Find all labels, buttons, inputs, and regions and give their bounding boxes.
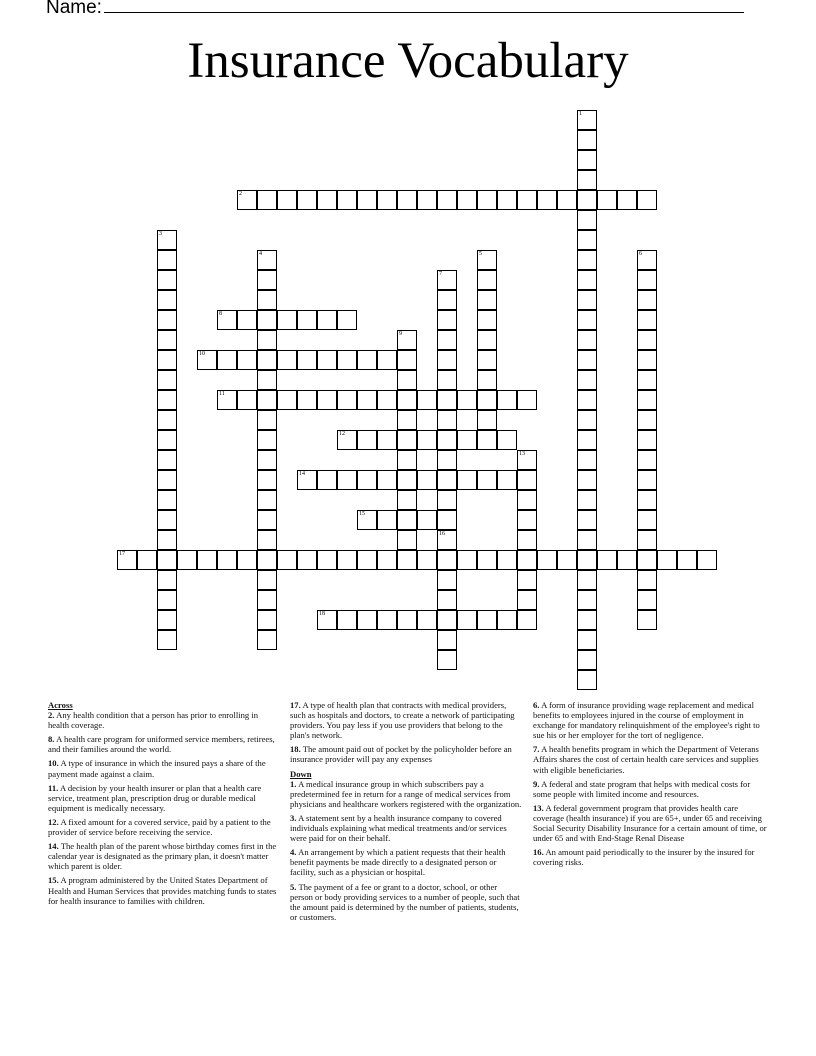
clue-number: 18 (319, 611, 325, 617)
crossword-cell[interactable] (257, 390, 277, 410)
clue-number: 10 (199, 351, 205, 357)
clue-number: 12 (339, 431, 345, 437)
crossword-cell[interactable] (577, 390, 597, 410)
clue-down-4: 4. An arrangement by which a patient requests that their health benefit payments be made directly to a designated person or facility, such as a physician or hospital. (290, 847, 506, 878)
crossword-cell[interactable] (477, 290, 497, 310)
crossword-cell[interactable] (457, 470, 477, 490)
clue-down-7: 7. A health benefits program in which the Department of Veterans Affairs shares the cost of certain health care services and supplies with eligible beneficiaries. (533, 744, 759, 775)
crossword-cell[interactable] (577, 110, 597, 130)
crossword-cell[interactable] (317, 470, 337, 490)
crossword-cell[interactable] (277, 310, 297, 330)
crossword-cell[interactable] (637, 550, 657, 570)
clue-number: 7 (439, 271, 442, 277)
crossword-cell[interactable] (217, 350, 237, 370)
crossword-cell[interactable] (237, 550, 257, 570)
crossword-cell[interactable] (337, 430, 357, 450)
crossword-cell[interactable] (397, 430, 417, 450)
clue-across-10: 10. A type of insurance in which the insured pays a share of the payment made against a claim. (48, 758, 266, 779)
crossword-cell[interactable] (577, 430, 597, 450)
down-heading: Down (290, 768, 312, 779)
crossword-cell[interactable] (697, 550, 717, 570)
crossword-cell[interactable] (357, 610, 377, 630)
crossword-cell[interactable] (517, 530, 537, 550)
page-title: Insurance Vocabulary (187, 33, 629, 89)
crossword-cell[interactable] (477, 470, 497, 490)
clue-across-11: 11. A decision by your health insurer or plan that a health care service, treatment plan, prescription drug or durable medical equipment is medically necessary. (48, 782, 262, 813)
crossword-cell[interactable] (457, 390, 477, 410)
name-blank-line[interactable] (104, 0, 744, 13)
crossword-cell[interactable] (157, 530, 177, 550)
clue-number: 13 (519, 451, 525, 457)
crossword-cell[interactable] (477, 610, 497, 630)
crossword-cell[interactable] (637, 510, 657, 530)
crossword-cell[interactable] (337, 610, 357, 630)
name-label: Name: (46, 0, 102, 18)
clue-number: 6 (639, 251, 642, 257)
crossword-cell[interactable] (257, 410, 277, 430)
crossword-cell[interactable] (437, 270, 457, 290)
crossword-cell[interactable] (397, 410, 417, 430)
clue-across-18: 18. The amount paid out of pocket by the policyholder before an insurance provider will pay any expenses (290, 744, 512, 765)
crossword-cell[interactable] (437, 350, 457, 370)
crossword-cell[interactable] (257, 450, 277, 470)
crossword-cell[interactable] (577, 370, 597, 390)
crossword-cell[interactable] (137, 550, 157, 570)
crossword-cell[interactable] (637, 350, 657, 370)
crossword-cell[interactable] (317, 350, 337, 370)
crossword-cell[interactable] (437, 530, 457, 550)
clue-down-1: 1. A medical insurance group in which subscribers pay a predetermined fee in return for a range of medical services from physicians and healthcare workers registered with the organization. (290, 778, 522, 809)
crossword-cell[interactable] (277, 190, 297, 210)
crossword-cell[interactable] (637, 530, 657, 550)
crossword-cell[interactable] (397, 350, 417, 370)
crossword-cell[interactable] (297, 190, 317, 210)
crossword-cell[interactable] (257, 570, 277, 590)
crossword-cell[interactable] (577, 450, 597, 470)
crossword-cell[interactable] (437, 570, 457, 590)
crossword-cell[interactable] (637, 250, 657, 270)
crossword-cell[interactable] (317, 190, 337, 210)
crossword-cell[interactable] (577, 190, 597, 210)
crossword-cell[interactable] (637, 450, 657, 470)
crossword-cell[interactable] (517, 490, 537, 510)
clues-column-2 (290, 700, 522, 926)
crossword-cell[interactable] (437, 190, 457, 210)
crossword-cell[interactable] (517, 470, 537, 490)
crossword-cell[interactable] (457, 190, 477, 210)
crossword-cell[interactable] (437, 390, 457, 410)
crossword-cell[interactable] (157, 310, 177, 330)
crossword-cell[interactable] (437, 310, 457, 330)
crossword-cell[interactable] (437, 370, 457, 390)
crossword-cell[interactable] (437, 630, 457, 650)
crossword-cell[interactable] (477, 430, 497, 450)
crossword-cell[interactable] (157, 490, 177, 510)
crossword-cell[interactable] (497, 430, 517, 450)
crossword-cell[interactable] (257, 490, 277, 510)
crossword-cell[interactable] (157, 330, 177, 350)
crossword-cell[interactable] (157, 250, 177, 270)
crossword-cell[interactable] (357, 550, 377, 570)
crossword-cell[interactable] (237, 190, 257, 210)
clue-number: 4 (259, 251, 262, 257)
crossword-cell[interactable] (437, 330, 457, 350)
crossword-cell[interactable] (417, 610, 437, 630)
crossword-cell[interactable] (297, 550, 317, 570)
crossword-cell[interactable] (377, 430, 397, 450)
crossword-cell[interactable] (437, 430, 457, 450)
crossword-cell[interactable] (637, 270, 657, 290)
crossword-cell[interactable] (357, 510, 377, 530)
crossword-cell[interactable] (577, 670, 597, 690)
crossword-cell[interactable] (517, 610, 537, 630)
crossword-cell[interactable] (437, 610, 457, 630)
crossword-cell[interactable] (577, 630, 597, 650)
crossword-cell[interactable] (357, 430, 377, 450)
clues-column-3 (533, 700, 769, 871)
crossword-cell[interactable] (657, 550, 677, 570)
crossword-cell[interactable] (157, 290, 177, 310)
crossword-cell[interactable] (477, 330, 497, 350)
crossword-cell[interactable] (497, 390, 517, 410)
clue-number: 1 (579, 111, 582, 117)
clue-across-8: 8. A health care program for uniformed service members, retirees, and their families around the world. (48, 734, 275, 755)
crossword-cell[interactable] (157, 610, 177, 630)
crossword-cell[interactable] (337, 550, 357, 570)
crossword-cell[interactable] (617, 190, 637, 210)
crossword-cell[interactable] (417, 510, 437, 530)
crossword-cell[interactable] (437, 650, 457, 670)
crossword-cell[interactable] (217, 550, 237, 570)
crossword-cell[interactable] (637, 290, 657, 310)
crossword-cell[interactable] (637, 410, 657, 430)
crossword-cell[interactable] (257, 190, 277, 210)
crossword-cell[interactable] (357, 350, 377, 370)
crossword-cell[interactable] (277, 390, 297, 410)
crossword-cell[interactable] (637, 590, 657, 610)
crossword-cell[interactable] (637, 390, 657, 410)
crossword-cell[interactable] (517, 390, 537, 410)
crossword-cell[interactable] (497, 190, 517, 210)
crossword-cell[interactable] (217, 390, 237, 410)
crossword-cell[interactable] (157, 510, 177, 530)
crossword-cell[interactable] (577, 270, 597, 290)
crossword-cell[interactable] (157, 270, 177, 290)
crossword-cell[interactable] (437, 550, 457, 570)
crossword-cell[interactable] (157, 350, 177, 370)
crossword-cell[interactable] (257, 370, 277, 390)
crossword-cell[interactable] (377, 390, 397, 410)
crossword-cell[interactable] (557, 550, 577, 570)
clue-number: 3 (159, 231, 162, 237)
crossword-cell[interactable] (477, 370, 497, 390)
crossword-cell[interactable] (157, 630, 177, 650)
crossword-cell[interactable] (157, 410, 177, 430)
crossword-cell[interactable] (297, 470, 317, 490)
crossword-cell[interactable] (237, 350, 257, 370)
crossword-cell[interactable] (677, 550, 697, 570)
crossword-cell[interactable] (197, 350, 217, 370)
crossword-cell[interactable] (577, 250, 597, 270)
crossword-cell[interactable] (317, 390, 337, 410)
crossword-cell[interactable] (397, 370, 417, 390)
clue-number: 9 (399, 331, 402, 337)
crossword-cell[interactable] (477, 270, 497, 290)
crossword-cell[interactable] (637, 190, 657, 210)
name-field[interactable] (46, 0, 744, 19)
crossword-cell[interactable] (437, 450, 457, 470)
crossword-cell[interactable] (237, 390, 257, 410)
crossword-cell[interactable] (157, 450, 177, 470)
crossword-cell[interactable] (437, 490, 457, 510)
crossword-cell[interactable] (637, 490, 657, 510)
clue-number: 2 (239, 191, 242, 197)
crossword-cell[interactable] (117, 550, 137, 570)
clue-down-13: 13. A federal government program that provides health care coverage (health insurance) if you are 65+, under 65 and receiving Social Security Disability Insurance for a certain amount of time, or under 65 and with End-Stage Renal Disease (533, 802, 767, 844)
crossword-cell[interactable] (257, 630, 277, 650)
crossword-cell[interactable] (257, 290, 277, 310)
crossword-cell[interactable] (517, 450, 537, 470)
crossword-cell[interactable] (577, 550, 597, 570)
crossword-cell[interactable] (457, 430, 477, 450)
crossword-cell[interactable] (637, 570, 657, 590)
crossword-cell[interactable] (257, 470, 277, 490)
clue-across-15: 15. A program administered by the United States Department of Health and Human Services that provides matching funds to states for health insurance to families with children. (48, 875, 277, 906)
crossword-cell[interactable] (577, 330, 597, 350)
crossword-cell[interactable] (397, 530, 417, 550)
clue-down-16: 16. An amount paid periodically to the insurer by the insured for covering risks. (533, 847, 755, 868)
crossword-cell[interactable] (177, 550, 197, 570)
crossword-cell[interactable] (257, 350, 277, 370)
crossword-cell[interactable] (257, 530, 277, 550)
crossword-cell[interactable] (157, 430, 177, 450)
crossword-cell[interactable] (397, 190, 417, 210)
crossword-cell[interactable] (497, 550, 517, 570)
crossword-cell[interactable] (577, 650, 597, 670)
crossword-cell[interactable] (477, 310, 497, 330)
clue-number: 14 (299, 471, 305, 477)
crossword-cell[interactable] (397, 390, 417, 410)
crossword-cell[interactable] (477, 350, 497, 370)
crossword-cell[interactable] (417, 470, 437, 490)
crossword-cell[interactable] (517, 510, 537, 530)
crossword-cell[interactable] (157, 550, 177, 570)
crossword-cell[interactable] (577, 490, 597, 510)
crossword-cell[interactable] (217, 310, 237, 330)
crossword-cell[interactable] (577, 290, 597, 310)
crossword-cell[interactable] (577, 170, 597, 190)
crossword-cell[interactable] (377, 190, 397, 210)
crossword-cell[interactable] (477, 390, 497, 410)
crossword-cell[interactable] (437, 590, 457, 610)
crossword-cell[interactable] (337, 310, 357, 330)
crossword-cell[interactable] (637, 330, 657, 350)
crossword-cell[interactable] (257, 590, 277, 610)
clues-column-1 (48, 700, 280, 910)
clue-across-2: 2. Any health condition that a person has prior to enrolling in health coverage. (48, 710, 259, 731)
crossword-cell[interactable] (577, 130, 597, 150)
crossword-cell[interactable] (537, 190, 557, 210)
clue-across-17: 17. A type of health plan that contracts with medical providers, such as hospitals and doctors, to create a network of participating providers. You pay less if you use providers that belong to the plan's network. (290, 700, 515, 741)
crossword-cell[interactable] (337, 390, 357, 410)
crossword-cell[interactable] (317, 310, 337, 330)
crossword-cell[interactable] (437, 510, 457, 530)
clue-across-14: 14. The health plan of the parent whose birthday comes first in the calendar year is designated as the primary plan, it doesn't matter which parent is older. (48, 841, 277, 872)
crossword-cell[interactable] (157, 390, 177, 410)
crossword-cell[interactable] (597, 550, 617, 570)
clue-down-3: 3. A statement sent by a health insurance company to covered individuals explaining what medical treatments and/or services were paid for on their behalf. (290, 812, 507, 844)
crossword-cell[interactable] (157, 230, 177, 250)
crossword-cell[interactable] (257, 550, 277, 570)
crossword-cell[interactable] (517, 550, 537, 570)
crossword-cell[interactable] (257, 330, 277, 350)
crossword-cell[interactable] (457, 550, 477, 570)
crossword-cell[interactable] (317, 550, 337, 570)
crossword-cell[interactable] (157, 590, 177, 610)
crossword-cell[interactable] (357, 190, 377, 210)
crossword-cell[interactable] (397, 610, 417, 630)
crossword-cell[interactable] (257, 270, 277, 290)
clue-number: 5 (479, 251, 482, 257)
crossword-cell[interactable] (637, 370, 657, 390)
crossword-cell[interactable] (577, 570, 597, 590)
crossword-cell[interactable] (397, 490, 417, 510)
crossword-cell[interactable] (537, 550, 557, 570)
crossword-cell[interactable] (617, 550, 637, 570)
crossword-cell[interactable] (637, 470, 657, 490)
clue-down-6: 6. A form of insurance providing wage replacement and medical benefits to employees injured in the course of employment in exchange for mandatory relinquishment of the employee's right to sue his or her employer for the tort of negligence. (533, 700, 760, 741)
crossword-cell[interactable] (397, 510, 417, 530)
crossword-cell[interactable] (577, 310, 597, 330)
crossword-cell[interactable] (577, 210, 597, 230)
crossword-cell[interactable] (257, 510, 277, 530)
crossword-cell[interactable] (437, 410, 457, 430)
crossword-cell[interactable] (337, 470, 357, 490)
crossword-cell[interactable] (577, 350, 597, 370)
crossword-cell[interactable] (477, 550, 497, 570)
crossword-cell[interactable] (337, 190, 357, 210)
crossword-cell[interactable] (577, 230, 597, 250)
crossword-cell[interactable] (497, 470, 517, 490)
crossword-cell[interactable] (277, 350, 297, 370)
crossword-cell[interactable] (297, 310, 317, 330)
crossword-cell[interactable] (297, 350, 317, 370)
crossword-cell[interactable] (317, 610, 337, 630)
crossword-cell[interactable] (157, 570, 177, 590)
crossword-cell[interactable] (577, 410, 597, 430)
crossword-cell[interactable] (477, 410, 497, 430)
crossword-cell[interactable] (377, 550, 397, 570)
crossword-cell[interactable] (557, 190, 577, 210)
crossword-cell[interactable] (277, 550, 297, 570)
crossword-cell[interactable] (397, 330, 417, 350)
crossword-cell[interactable] (257, 430, 277, 450)
crossword-cell[interactable] (577, 530, 597, 550)
clue-down-5: 5. The payment of a fee or grant to a doctor, school, or other person or body providing services to a number of people, such that the amount paid is determined by the number of patients, students, or customers. (290, 881, 520, 922)
crossword-cell[interactable] (477, 250, 497, 270)
crossword-cell[interactable] (357, 470, 377, 490)
crossword-cell[interactable] (157, 370, 177, 390)
clue-number: 8 (219, 311, 222, 317)
crossword-cell[interactable] (577, 510, 597, 530)
crossword-cell[interactable] (417, 190, 437, 210)
crossword-cell[interactable] (597, 190, 617, 210)
crossword-cell[interactable] (477, 190, 497, 210)
crossword-cell[interactable] (637, 310, 657, 330)
crossword-cell[interactable] (397, 470, 417, 490)
clue-number: 15 (359, 511, 365, 517)
crossword-cell[interactable] (517, 590, 537, 610)
crossword-cell[interactable] (377, 470, 397, 490)
crossword-cell[interactable] (637, 430, 657, 450)
crossword-cell[interactable] (297, 390, 317, 410)
crossword-cell[interactable] (577, 470, 597, 490)
crossword-cell[interactable] (437, 470, 457, 490)
crossword-cell[interactable] (517, 570, 537, 590)
crossword-cell[interactable] (197, 550, 217, 570)
crossword-cell[interactable] (637, 610, 657, 630)
clue-number: 17 (119, 551, 125, 557)
crossword-cell[interactable] (577, 150, 597, 170)
crossword-cell[interactable] (417, 430, 437, 450)
crossword-cell[interactable] (357, 390, 377, 410)
across-heading: Across (48, 700, 73, 710)
crossword-cell[interactable] (417, 390, 437, 410)
crossword-cell[interactable] (457, 610, 477, 630)
crossword-cell[interactable] (437, 290, 457, 310)
clue-number: 11 (219, 391, 225, 397)
clue-number: 16 (439, 531, 445, 537)
crossword-cell[interactable] (337, 350, 357, 370)
crossword-cell[interactable] (377, 510, 397, 530)
crossword-cell[interactable] (257, 250, 277, 270)
crossword-cell[interactable] (577, 610, 597, 630)
clue-down-9: 9. A federal and state program that helps with medical costs for some people with limited income and resources. (533, 778, 751, 799)
crossword-cell[interactable] (397, 450, 417, 470)
crossword-cell[interactable] (397, 550, 417, 570)
crossword-cell[interactable] (377, 610, 397, 630)
crossword-cell[interactable] (577, 590, 597, 610)
crossword-cell[interactable] (377, 350, 397, 370)
crossword-cell[interactable] (257, 310, 277, 330)
crossword-cell[interactable] (257, 610, 277, 630)
crossword-cell[interactable] (497, 610, 517, 630)
crossword-cell[interactable] (417, 550, 437, 570)
crossword-cell[interactable] (517, 190, 537, 210)
crossword-cell[interactable] (237, 310, 257, 330)
crossword-cell[interactable] (157, 470, 177, 490)
clue-across-12: 12. A fixed amount for a covered service, paid by a patient to the provider of service before receiving the service. (48, 816, 271, 838)
